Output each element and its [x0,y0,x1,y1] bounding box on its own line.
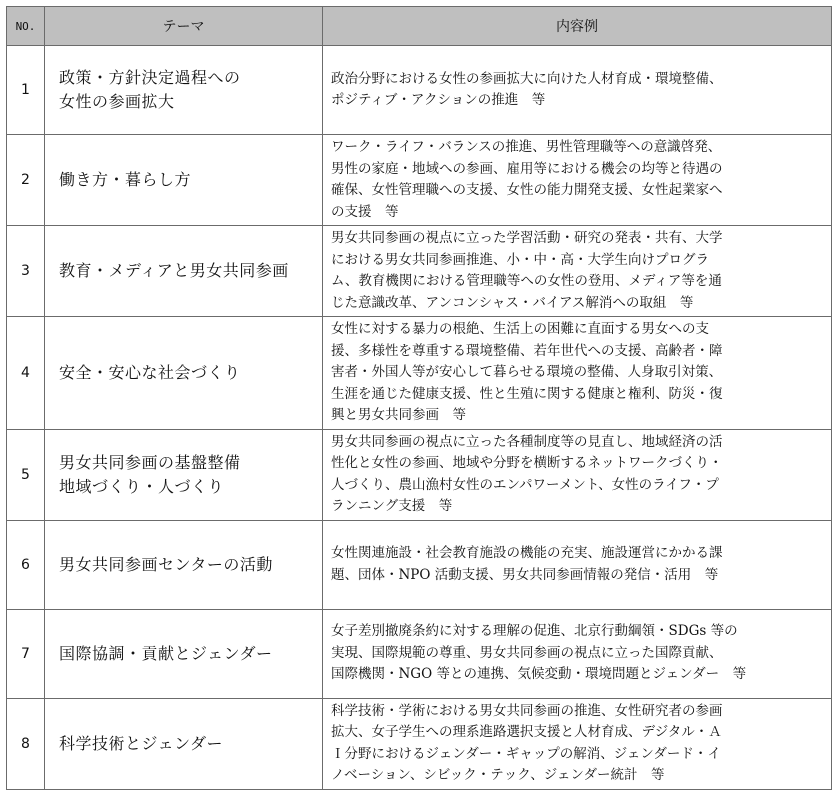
table-row [7,226,832,317]
theme-table [6,6,832,790]
row-theme: 政策・方針決定過程への 女性の参画拡大 [45,46,323,135]
row-number: 1 [7,46,45,135]
row-theme: 教育・メディアと男女共同参画 [45,226,323,317]
table-row [7,135,832,226]
header-theme: テーマ [45,7,323,46]
table-row [7,609,832,698]
row-theme: 科学技術とジェンダー [45,698,323,789]
row-number: 7 [7,609,45,698]
row-theme: 働き方・暮らし方 [45,135,323,226]
table-row [7,698,832,789]
row-example: 女性に対する暴力の根絶、生活上の困難に直面する男女への支 援、多様性を尊重する環境整備、若年世代への支援、高齢者・障 害者・外国人等が安心して暮らせる環境の整備、人身取引対策、 生涯を通じた健康支援、性と生殖に関する健康と権利、防災・復 興と男女共同参画 等 [323,317,832,430]
row-example: 男女共同参画の視点に立った学習活動・研究の発表・共有、大学 における男女共同参画推進、小・中・高・大学生向けプログラ ム、教育機関における管理職等への女性の登用、メディア等を通 じた意識改革、アンコンシャス・バイアス解消への取組 等 [323,226,832,317]
header-example: 内容例 [323,7,832,46]
table-row [7,46,832,135]
row-number: 6 [7,520,45,609]
row-number: 5 [7,429,45,520]
row-number: 8 [7,698,45,789]
row-example: 男女共同参画の視点に立った各種制度等の見直し、地域経済の活 性化と女性の参画、地域や分野を横断するネットワークづくり・ 人づくり、農山漁村女性のエンパワーメント、女性のライフ・プ ランニング支援 等 [323,429,832,520]
row-example: ワーク・ライフ・バランスの推進、男性管理職等への意識啓発、 男性の家庭・地域への参画、雇用等における機会の均等と待遇の 確保、女性管理職への支援、女性の能力開発支援、女性起業家へ の支援 等 [323,135,832,226]
header-no: NO. [7,7,45,46]
row-example: 女子差別撤廃条約に対する理解の促進、北京行動綱領・SDGs 等の 実現、国際規範の尊重、男女共同参画の視点に立った国際貢献、 国際機関・NGO 等との連携、気候変動・環境問題とジェンダー 等 [323,609,832,698]
row-example: 科学技術・学術における男女共同参画の推進、女性研究者の参画 拡大、女子学生への理系進路選択支援と人材育成、デジタル・Ａ Ｉ分野におけるジェンダー・ギャップの解消、ジェンダード・イ ノベーション、シビック・テック、ジェンダー統計 等 [323,698,832,789]
row-example: 政治分野における女性の参画拡大に向けた人材育成・環境整備、 ポジティブ・アクションの推進 等 [323,46,832,135]
row-theme: 国際協調・貢献とジェンダー [45,609,323,698]
table-row [7,520,832,609]
table-row [7,429,832,520]
row-number: 3 [7,226,45,317]
row-number: 2 [7,135,45,226]
row-theme: 男女共同参画の基盤整備 地域づくり・人づくり [45,429,323,520]
header-row [7,7,832,46]
row-theme: 安全・安心な社会づくり [45,317,323,430]
table-row [7,317,832,430]
row-number: 4 [7,317,45,430]
row-theme: 男女共同参画センターの活動 [45,520,323,609]
row-example: 女性関連施設・社会教育施設の機能の充実、施設運営にかかる課 題、団体・NPO 活動支援、男女共同参画情報の発信・活用 等 [323,520,832,609]
